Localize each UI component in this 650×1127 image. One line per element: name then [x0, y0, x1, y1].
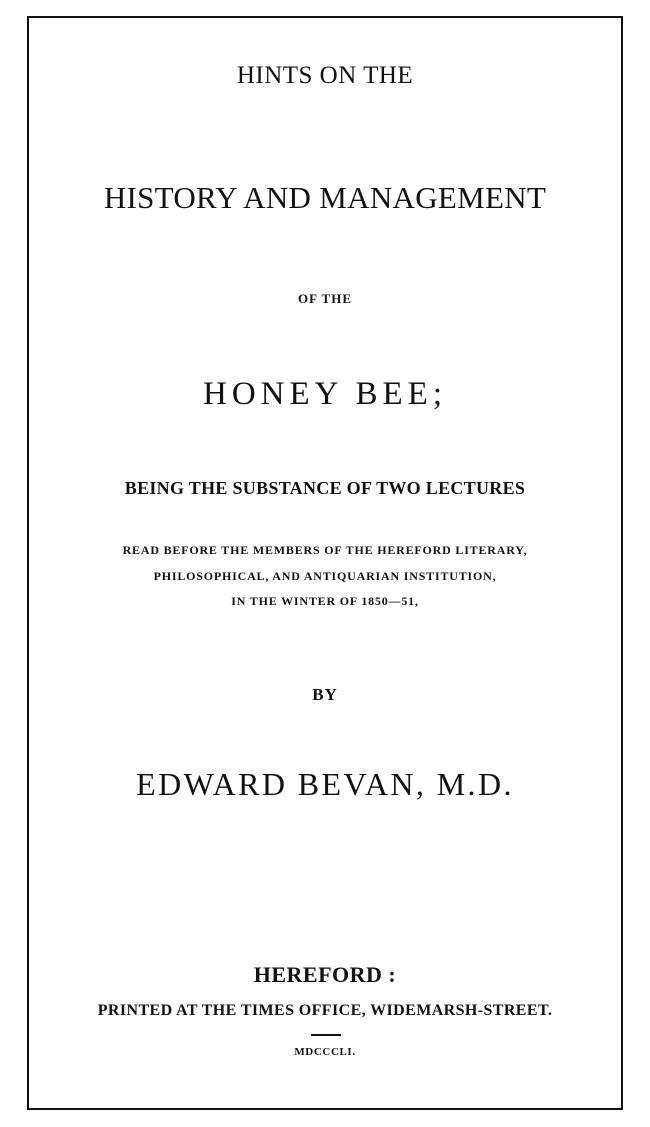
- imprint-place: HEREFORD :: [253, 962, 397, 987]
- title-line-honey-bee: HONEY BEE;: [202, 376, 447, 412]
- subtitle-winter: IN THE WINTER OF 1850—51,: [231, 594, 419, 608]
- title-line-history: HISTORY AND MANAGEMENT: [103, 180, 547, 215]
- imprint-printer: PRINTED AT THE TIMES OFFICE, WIDEMARSH-STREET.: [97, 1002, 553, 1019]
- by-label: BY: [312, 685, 338, 704]
- subtitle-lectures: BEING THE SUBSTANCE OF TWO LECTURES: [124, 478, 526, 498]
- divider-rule: [311, 1034, 341, 1036]
- author-name: EDWARD BEVAN, M.D.: [136, 766, 514, 802]
- title-line-of-the: OF THE: [297, 291, 353, 306]
- subtitle-read-before: READ BEFORE THE MEMBERS OF THE HEREFORD LITERARY,: [122, 543, 528, 557]
- imprint-year: MDCCCLI.: [294, 1046, 356, 1058]
- title-line-hints: HINTS ON THE: [236, 62, 414, 89]
- subtitle-institution: PHILOSOPHICAL, AND ANTIQUARIAN INSTITUTION,: [153, 569, 497, 583]
